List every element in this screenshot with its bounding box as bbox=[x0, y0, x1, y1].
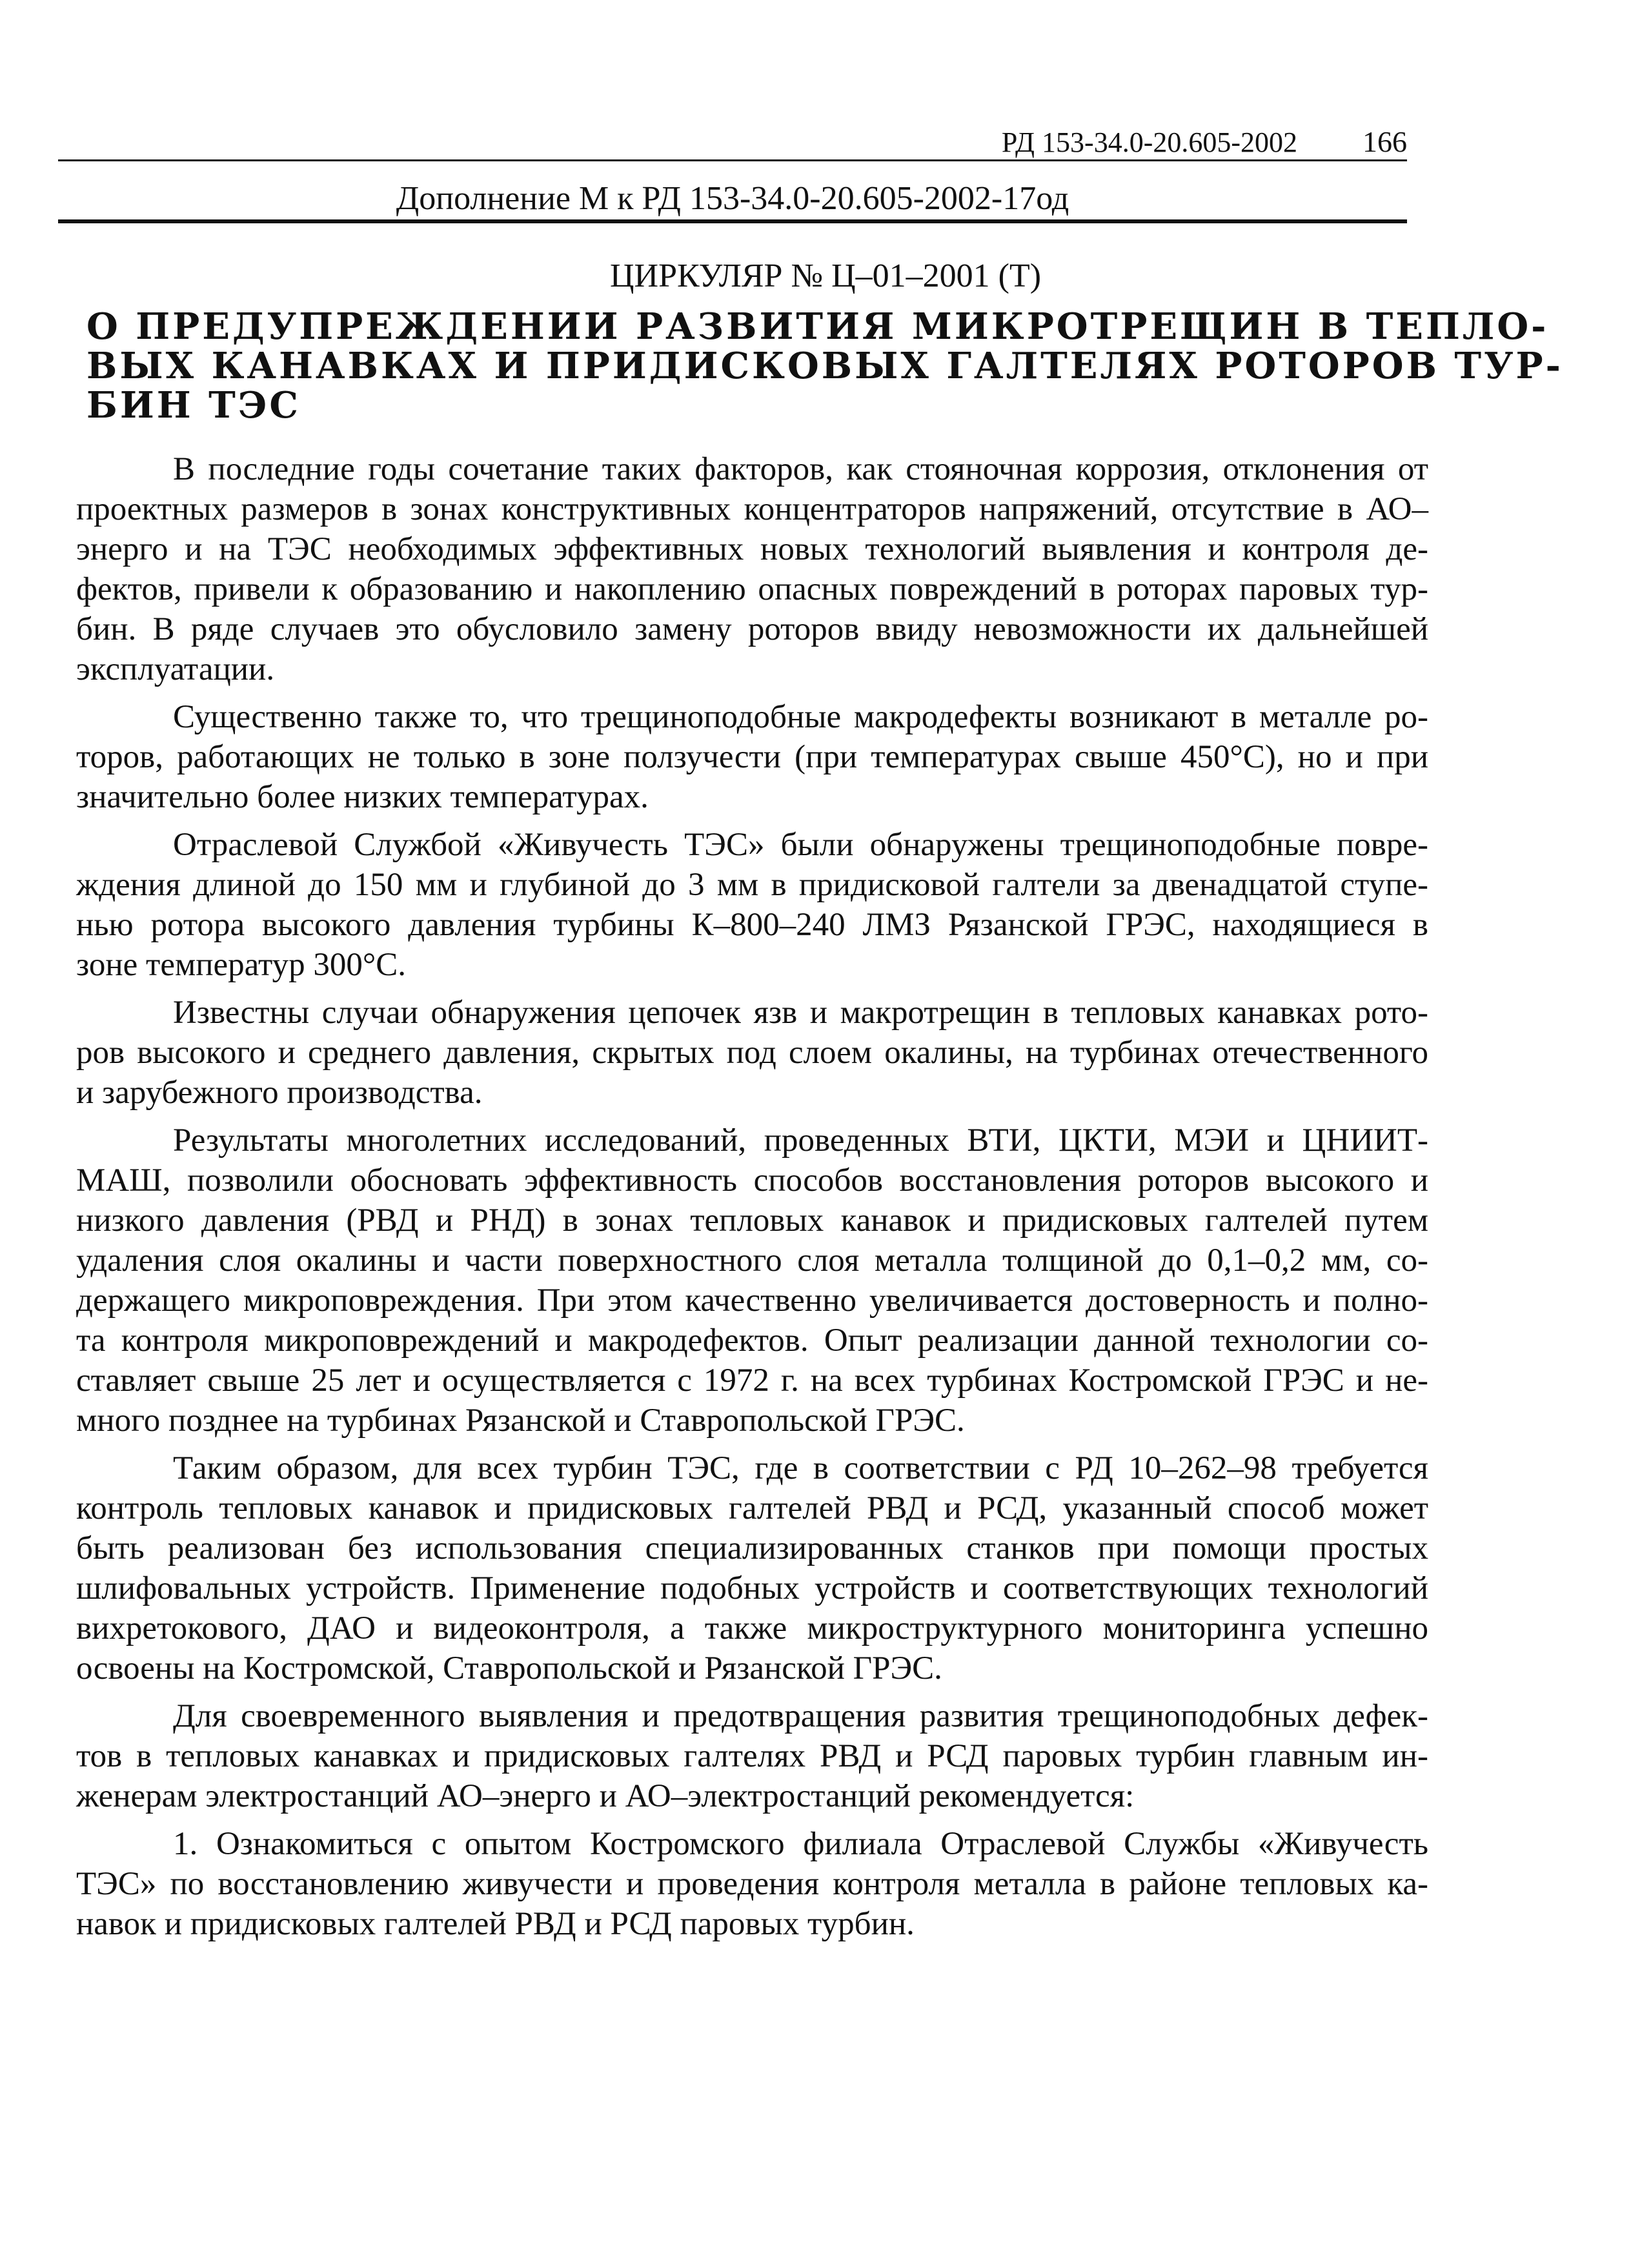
text-line: много позднее на турбинах Рязанской и Ставропольской ГРЭС. bbox=[76, 1402, 965, 1439]
text-line: женерам электростанций АО–энерго и АО–электростанций рекомендуется: bbox=[76, 1778, 1135, 1814]
body-text bbox=[76, 449, 1428, 1952]
text-line: эксплуатации. bbox=[76, 651, 275, 687]
text-line: шлифовальных устройств. Применение подобных устройств и соответствующих технологий bbox=[76, 1570, 1428, 1606]
text-line: Отраслевой Службой «Живучесть ТЭС» были обнаружены трещиноподобные повре- bbox=[173, 827, 1428, 863]
text-line: Известны случаи обнаружения цепочек язв и макротрещин в тепловых канавках рото- bbox=[173, 995, 1428, 1031]
text-line: Результаты многолетних исследований, проведенных ВТИ, ЦКТИ, МЭИ и ЦНИИТ- bbox=[173, 1122, 1428, 1159]
text-line: держащего микроповреждения. При этом качественно увеличивается достоверность и полно- bbox=[76, 1282, 1428, 1319]
text-line: удаления слоя окалины и части поверхностного слоя металла толщиной до 0,1–0,2 мм, со- bbox=[76, 1242, 1428, 1279]
header-divider bbox=[58, 159, 1407, 161]
text-line: значительно более низких температурах. bbox=[76, 779, 649, 815]
text-line: проектных размеров в зонах конструктивных концентраторов напряжений, отсутствие в АО– bbox=[76, 491, 1428, 527]
text-line: энерго и на ТЭС необходимых эффективных новых технологий выявления и контроля де- bbox=[76, 531, 1428, 567]
paragraph bbox=[76, 1448, 1428, 1688]
paragraph bbox=[76, 449, 1428, 689]
text-line: ставляет свыше 25 лет и осуществляется с 1972 г. на всех турбинах Костромской ГРЭС и не- bbox=[76, 1362, 1428, 1399]
text-line: та контроля микроповреждений и макродефектов. Опыт реализации данной технологии со- bbox=[76, 1322, 1428, 1359]
paragraph bbox=[76, 1120, 1428, 1441]
text-line: Существенно также то, что трещиноподобные макродефекты возникают в металле ро- bbox=[173, 699, 1428, 735]
text-line: 1. Ознакомиться с опытом Костромского филиала Отраслевой Службы «Живучесть bbox=[173, 1826, 1428, 1862]
paragraph bbox=[76, 993, 1428, 1113]
text-line: ров высокого и среднего давления, скрытых под слоем окалины, на турбинах отечественного bbox=[76, 1035, 1428, 1071]
document-number: РД 153-34.0-20.605-2002 bbox=[1001, 127, 1297, 158]
text-line: тов в тепловых канавках и придисковых галтелях РВД и РСД паровых турбин главным ин- bbox=[76, 1738, 1428, 1774]
paragraph bbox=[76, 825, 1428, 985]
text-line: ждения длиной до 150 мм и глубиной до 3 мм в придисковой галтели за двенадцатой ступе- bbox=[76, 867, 1428, 903]
text-line: бин. В ряде случаев это обусловило замену роторов ввиду невозможности их дальнейшей bbox=[76, 611, 1428, 647]
circular-heading bbox=[86, 305, 1563, 427]
text-line: ТЭС» по восстановлению живучести и проведения контроля металла в районе тепловых ка- bbox=[76, 1866, 1428, 1902]
text-line: навок и придисковых галтелей РВД и РСД паровых турбин. bbox=[76, 1906, 915, 1942]
circular-number: ЦИРКУЛЯР № Ц–01–2001 (Т) bbox=[609, 258, 1042, 294]
text-line: фектов, привели к образованию и накоплению опасных повреждений в роторах паровых тур- bbox=[76, 571, 1428, 607]
text-line: Таким образом, для всех турбин ТЭС, где в соответствии с РД 10–262–98 требуется bbox=[173, 1450, 1428, 1486]
text-line: Для своевременного выявления и предотвращения развития трещиноподобных дефек- bbox=[173, 1698, 1428, 1734]
heading-line: БИН ТЭС bbox=[86, 384, 301, 427]
appendix-title: Дополнение М к РД 153-34.0-20.605-2002-17од bbox=[396, 180, 1069, 217]
text-line: вихретокового, ДАО и видеоконтроля, а также микроструктурного мониторинга успешно bbox=[76, 1610, 1428, 1646]
text-line: и зарубежного производства. bbox=[76, 1075, 483, 1111]
text-line: МАШ, позволили обосновать эффективность способов восстановления роторов высокого и bbox=[76, 1162, 1428, 1199]
text-line: контроль тепловых канавок и придисковых галтелей РВД и РСД, указанный способ может bbox=[76, 1490, 1428, 1526]
text-line: освоены на Костромской, Ставропольской и Рязанской ГРЭС. bbox=[76, 1650, 942, 1686]
text-line: быть реализован без использования специализированных станков при помощи простых bbox=[76, 1530, 1428, 1566]
heading-line: О ПРЕДУПРЕЖДЕНИИ РАЗВИТИЯ МИКРОТРЕЩИН В ТЕПЛО- bbox=[86, 305, 1549, 348]
numbered-item bbox=[76, 1824, 1428, 1944]
heading-line: ВЫХ КАНАВКАХ И ПРИДИСКОВЫХ ГАЛТЕЛЯХ РОТОРОВ ТУР- bbox=[86, 345, 1563, 387]
text-line: В последние годы сочетание таких факторов, как стояночная коррозия, отклонения от bbox=[173, 451, 1428, 487]
page-number: 166 bbox=[1362, 125, 1407, 158]
text-line: зоне температур 300°С. bbox=[76, 947, 406, 983]
appendix-divider bbox=[58, 219, 1407, 223]
running-header bbox=[58, 114, 1407, 159]
text-line: торов, работающих не только в зоне ползучести (при температурах свыше 450°С), но и при bbox=[76, 739, 1428, 775]
paragraph bbox=[76, 1696, 1428, 1816]
text-line: нью ротора высокого давления турбины К–800–240 ЛМЗ Рязанской ГРЭС, находящиеся в bbox=[76, 907, 1428, 943]
paragraph bbox=[76, 697, 1428, 817]
text-line: низкого давления (РВД и РНД) в зонах тепловых канавок и придисковых галтелей путем bbox=[76, 1202, 1428, 1239]
